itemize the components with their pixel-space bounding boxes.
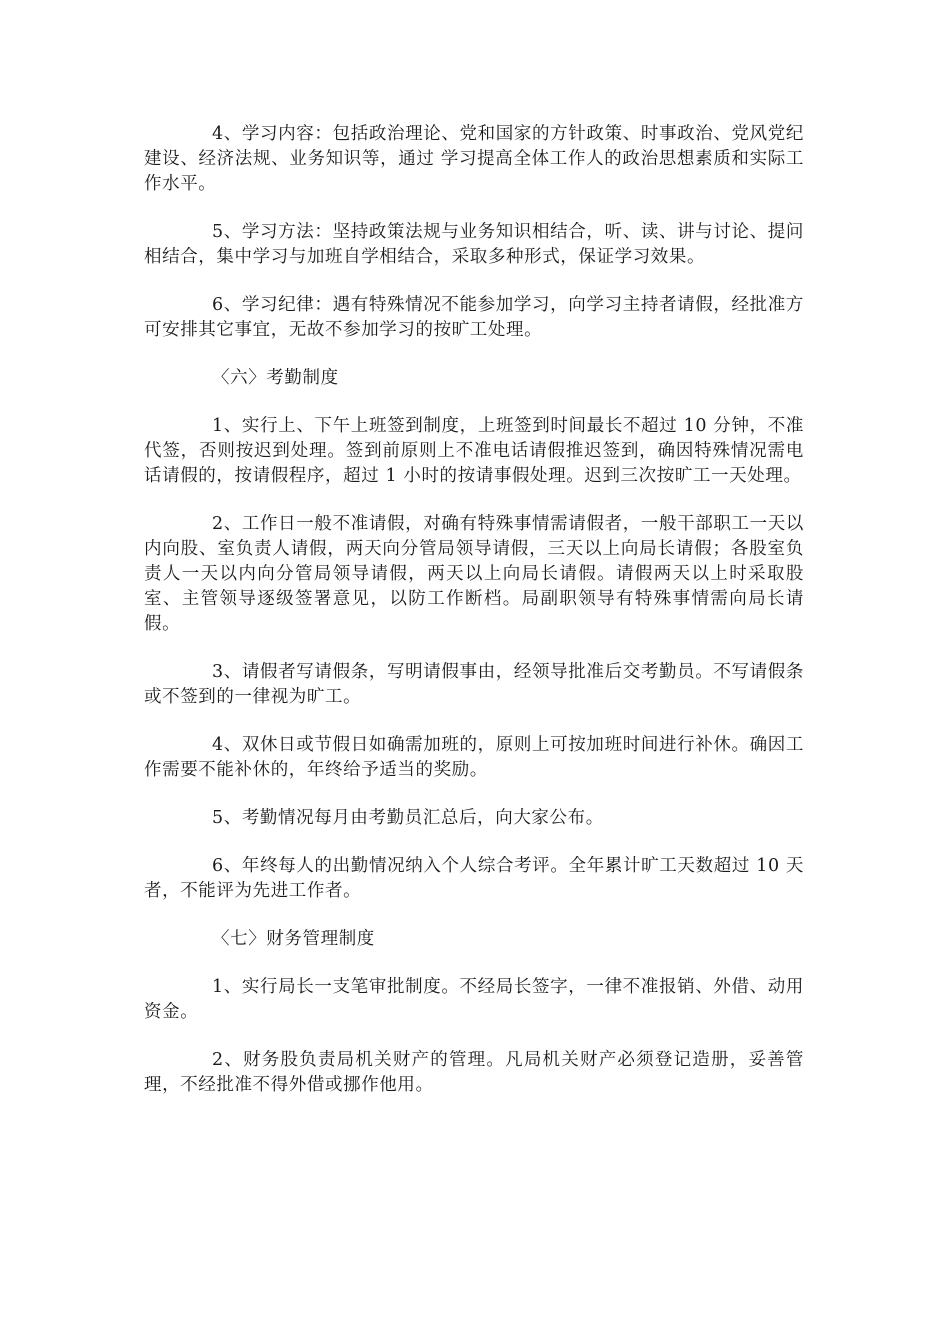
paragraph-attendance-leave-note: 3、请假者写请假条，写明请假事由，经领导批准后交考勤员。不写请假条或不签到的一律视为旷工。: [144, 662, 804, 707]
section-heading-finance: 〈七〉财务管理制度: [212, 929, 375, 949]
paragraph-study-discipline: 6、学习纪律：遇有特殊情况不能参加学习，向学习主持者请假，经批准方可安排其它事宜，无故不参加学习的按旷工处理。: [144, 295, 804, 340]
paragraph-attendance-signin: 1、实行上、下午上班签到制度，上班签到时间最长不超过 10 分钟，不准代签，否则按迟到处理。签到前原则上不准电话请假推迟签到，确因特殊情况需电话请假的，按请假程序，超过 1 小时的按请事假处理。迟到三次按旷工一天处理。: [144, 416, 804, 486]
paragraph-study-content: 4、学习内容：包括政治理论、党和国家的方针政策、时事政治、党风党纪建设、经济法规、业务知识等，通过 学习提高全体工作人的政治思想素质和实际工作水平。: [144, 124, 804, 194]
paragraph-attendance-evaluation: 6、年终每人的出勤情况纳入个人综合考评。全年累计旷工天数超过 10 天者，不能评为先进工作者。: [144, 856, 804, 901]
paragraph-finance-assets: 2、财务股负责局机关财产的管理。凡局机关财产必须登记造册，妥善管理，不经批准不得外借或挪作他用。: [144, 1050, 804, 1095]
paragraph-attendance-leave: 2、工作日一般不准请假，对确有特殊事情需请假者，一般干部职工一天以内向股、室负责人请假，两天向分管局领导请假，三天以上向局长请假；各股室负责人一天以内向分管局领导请假，两天以上向局长请假。请假两天以上时采取股室、主管领导逐级签署意见，以防工作断档。局副职领导有特殊事情需向局长请假。: [144, 514, 804, 634]
paragraph-attendance-publish: 5、考勤情况每月由考勤员汇总后，向大家公布。: [212, 808, 604, 828]
paragraph-attendance-overtime: 4、双休日或节假日如确需加班的，原则上可按加班时间进行补休。确因工作需要不能补休的，年终给予适当的奖励。: [144, 735, 804, 780]
document-body: [144, 122, 804, 1121]
paragraph-study-method: 5、学习方法：坚持政策法规与业务知识相结合，听、读、讲与讨论、提问相结合，集中学习与加班自学相结合，采取多种形式，保证学习效果。: [144, 222, 804, 267]
paragraph-finance-approval: 1、实行局长一支笔审批制度。不经局长签字，一律不准报销、外借、动用资金。: [144, 977, 804, 1022]
section-heading-attendance: 〈六〉考勤制度: [212, 368, 339, 388]
